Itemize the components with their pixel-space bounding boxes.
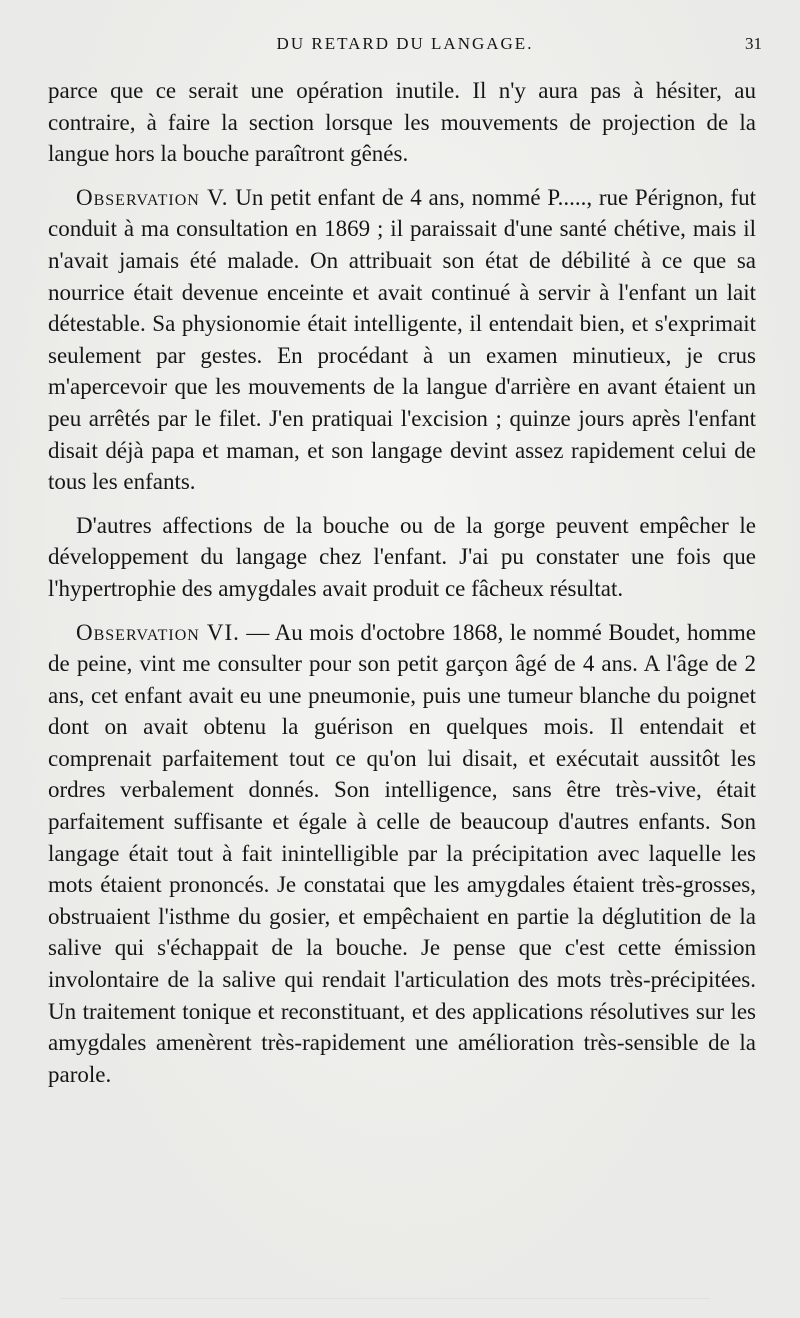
paragraph-observation-vi bbox=[48, 617, 756, 1091]
observation-label: Observation V. bbox=[76, 184, 229, 210]
body-text bbox=[48, 75, 756, 1090]
paragraph-continuation bbox=[48, 75, 756, 170]
paragraph-observation-v bbox=[48, 182, 756, 498]
paragraph-text: Un petit enfant de 4 ans, nommé P....., rue Pérignon, fut conduit à ma consultation en 1869 ; il paraissait d'une santé chétive, mais il n'avait jamais été malade. On attribuait son état de débilité à ce que sa nourrice était devenue enceinte et avait continué à servir à l'enfant un lait détestable. Sa physionomie était intelligente, il entendait bien, et s'exprimait seulement par gestes. En procédant à un examen minutieux, je crus m'apercevoir que les mouvements de la langue d'arrière en avant étaient un peu arrêtés par le filet. J'en pratiquai l'excision ; quinze jours après l'enfant disait déjà papa et maman, et son langage devint assez rapidement celui de tous les enfants. bbox=[48, 184, 756, 495]
paragraph-affections bbox=[48, 510, 756, 605]
page-header bbox=[40, 32, 770, 72]
paragraph-text: — Au mois d'octobre 1868, le nommé Boudet, homme de peine, vint me consulter pour son petit garçon âgé de 4 ans. A l'âge de 2 ans, cet enfant avait eu une pneumonie, puis une tumeur blanche du poignet dont on avait obtenu la guérison en quelques mois. Il entendait et comprenait parfaitement tout ce qu'on lui disait, et exécutait aussitôt les ordres verbalement donnés. Son intelligence, sans être très-vive, était parfaitement suffisante et égale à celle de beaucoup d'autres enfants. Son langage était tout à fait inintelligible par la précipitation avec laquelle les mots étaient prononcés. Je constatai que les amygdales étaient très-grosses, obstruaient l'isthme du gosier, et empêchaient en partie la déglutition de la salive qui s'échappait de la bouche. Je pense que c'est cette émission involontaire de la salive qui rendait l'articulation des mots très-précipitées. Un traitement tonique et reconstituant, et des applications résolutives sur les amygdales amenèrent très-rapidement une amélioration très-sensible de la parole. bbox=[48, 619, 756, 1087]
observation-label: Observation VI. bbox=[76, 619, 240, 645]
running-title: DU RETARD DU LANGAGE. bbox=[276, 34, 534, 53]
paragraph-text: D'autres affections de la bouche ou de la gorge peuvent empêcher le développement du langage chez l'enfant. J'ai pu constater une fois que l'hypertrophie des amygdales avait produit ce fâcheux résultat. bbox=[48, 512, 756, 601]
paragraph-text: parce que ce serait une opération inutile. Il n'y aura pas à hésiter, au contraire, à faire la section lorsque les mouvements de projection de la langue hors la bouche paraîtront gênés. bbox=[48, 78, 756, 167]
page-number: 31 bbox=[745, 34, 762, 53]
footer-bleed-through bbox=[60, 1298, 710, 1311]
